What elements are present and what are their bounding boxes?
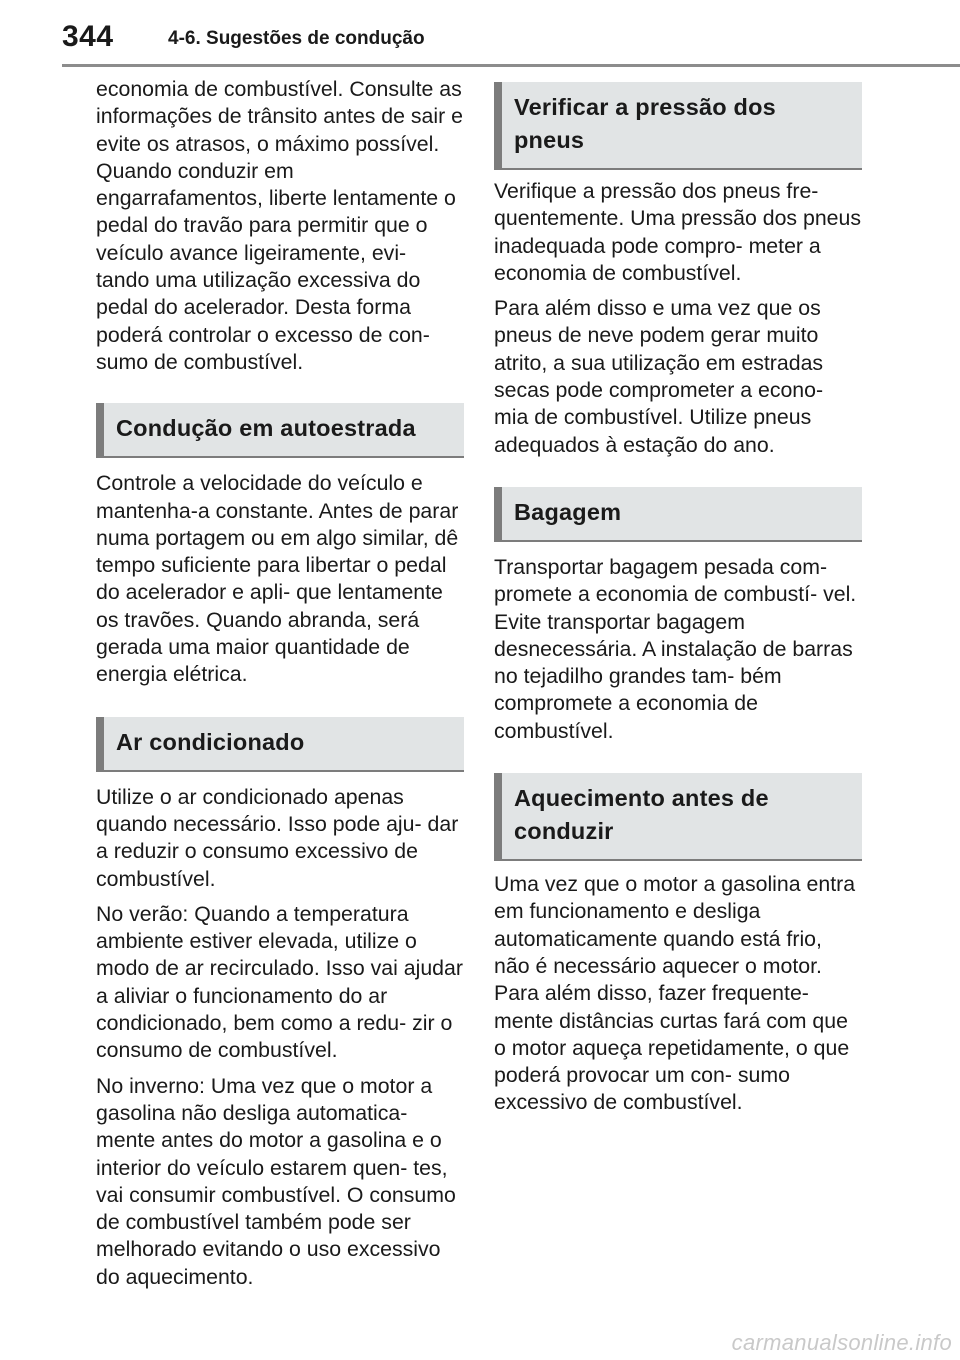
- heading-highway-driving: Condução em autoestrada: [96, 403, 464, 458]
- watermark: carmanualsonline.info: [731, 1330, 952, 1355]
- air-conditioning-text-2: No verão: Quando a temperatura ambiente estiver elevada, utilize o modo de ar recirculado. Isso vai ajudar a aliviar o funcionamento do ar condicionado, bem como a redu- zir o consumo de combustível.: [96, 901, 463, 1063]
- highway-driving-text: Controle a velocidade do veículo e mantenha-a constante. Antes de parar numa portagem ou em algo similar, dê tempo suficiente para libertar o pedal do acelerador e apli- que lentamente os travões. Quando abranda, será gerada uma maior quantidade de energia elétrica.: [96, 471, 459, 687]
- heading-warm-up: Aquecimento antes de conduzir: [494, 773, 862, 861]
- section-title: 4-6. Sugestões de condução: [168, 28, 425, 49]
- page-header: [0, 0, 960, 66]
- air-conditioning-text-3: No inverno: Uma vez que o motor a gasolina não desliga automatica- mente antes do motor a gasolina e o interior do veículo estarem quen- tes, vai consumir combustível. O consumo de combustível também pode ser melhorado evitando o uso excessivo do aquecimento.: [96, 1073, 456, 1289]
- tire-pressure-text-2: Para além disso e uma vez que os pneus de neve podem gerar muito atrito, a sua utilização em estradas secas pode comprometer a econo- mia de combustível. Utilize pneus adequados à estação do ano.: [494, 296, 824, 457]
- intro-paragraph: economia de combustível. Consulte as informações de trânsito antes de sair e evite os atrasos, o máximo possível. Quando conduzir em engarrafamentos, liberte lentamente o pedal do travão para permitir que o veículo avance ligeiramente, evi- tando uma utilização excessiva do pedal do acelerador. Desta forma poderá controlar o excesso de con- sumo de combustível.: [96, 77, 463, 374]
- left-column: [96, 76, 464, 1299]
- tire-pressure-text-1: Verifique a pressão dos pneus fre- quentemente. Uma pressão dos pneus inadequada pode compro- meter a economia de combustível.: [494, 179, 862, 285]
- right-column: [494, 82, 862, 1125]
- page-number: 344: [62, 20, 114, 53]
- heading-tire-pressure: Verificar a pressão dos pneus: [494, 82, 862, 170]
- heading-luggage: Bagagem: [494, 487, 862, 542]
- air-conditioning-text-1: Utilize o ar condicionado apenas quando necessário. Isso pode aju- dar a reduzir o consumo excessivo de combustível.: [96, 784, 459, 891]
- heading-air-conditioning: Ar condicionado: [96, 717, 464, 772]
- warm-up-text: Uma vez que o motor a gasolina entra em funcionamento e desliga automaticamente quando está frio, não é necessário aquecer o motor. Para além disso, fazer frequente- mente distâncias curtas fará com que o motor aqueça repetidamente, o que poderá provocar um con- sumo excessivo de combustível.: [494, 872, 856, 1115]
- luggage-text: Transportar bagagem pesada com- promete a economia de combustí- vel. Evite transportar bagagem desnecessária. A instalação de barras no tejadilho grandes tam- bém compromete a economia de combustível.: [494, 554, 857, 743]
- header-divider: [62, 64, 960, 67]
